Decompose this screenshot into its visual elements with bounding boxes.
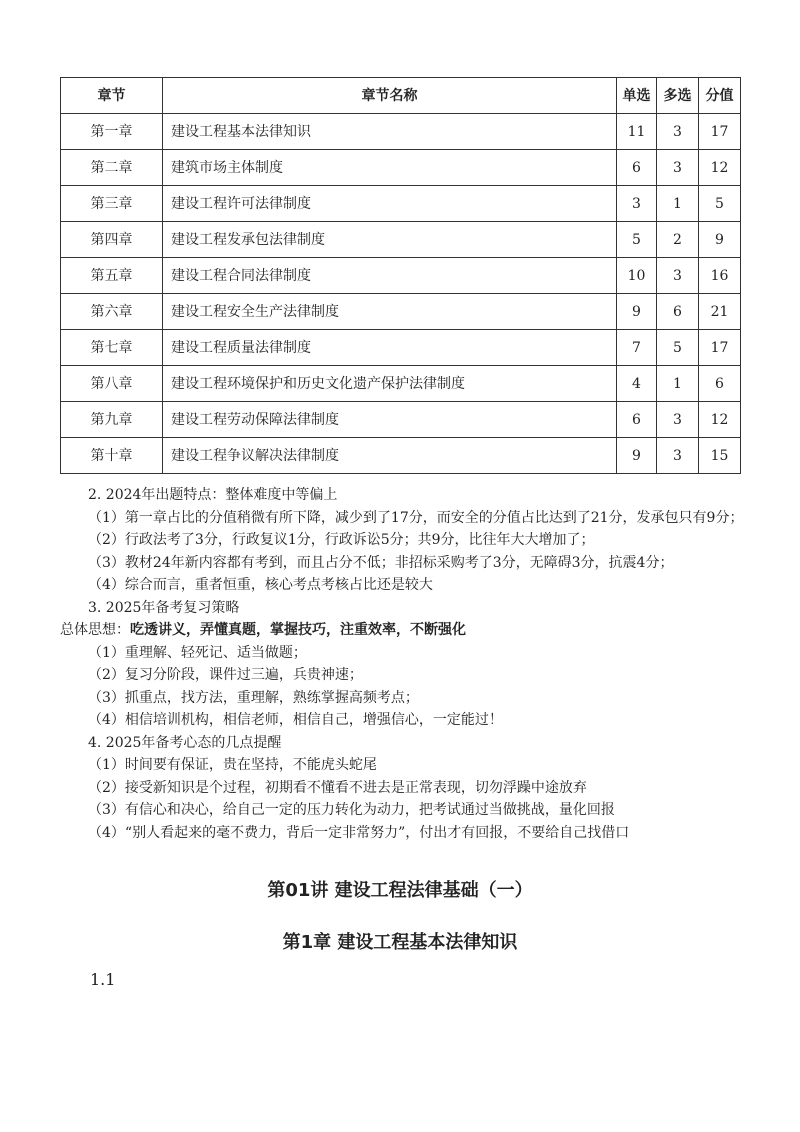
table-row [61, 402, 741, 438]
row-multi: 1 [657, 186, 699, 222]
row-multi: 3 [657, 402, 699, 438]
row-score: 17 [699, 330, 741, 366]
section-3-item: （3）抓重点，找方法，重理解，熟练掌握高频考点； [88, 689, 419, 706]
row-single: 3 [617, 186, 657, 222]
row-chapter: 第六章 [61, 294, 163, 330]
row-score: 9 [699, 222, 741, 258]
table-row [61, 330, 741, 366]
row-single: 9 [617, 438, 657, 474]
overall-thought [60, 619, 760, 642]
section-3-title: 3. 2025年备考复习策略 [88, 599, 240, 616]
section-2-title: 2. 2024年出题特点：整体难度中等偏上 [88, 487, 338, 503]
row-chapter: 第四章 [61, 222, 163, 258]
section-2-item: （1）第一章占比的分值稍微有所下降，减少到了17分，而安全的分值占比达到了21分，发承包只有9分； [88, 509, 744, 526]
row-score: 5 [699, 186, 741, 222]
section-4-item: （3）有信心和决心，给自己一定的压力转化为动力，把考试通过当做挑战，量化回报 [88, 802, 615, 818]
row-name: 建设工程发承包法律制度 [163, 222, 617, 258]
section-2-item: （3）教材24年新内容都有考到，而且占分不低；非招标采购考了3分，无障碍3分，抗震4分； [88, 554, 674, 571]
table-row [61, 222, 741, 258]
table-row [61, 294, 741, 330]
section-3-item: （2）复习分阶段，课件过三遍，兵贵神速； [88, 667, 363, 683]
table-row [61, 114, 741, 150]
row-chapter: 第三章 [61, 186, 163, 222]
section-4-title: 4. 2025年备考心态的几点提醒 [88, 734, 282, 751]
lecture-title: 第01讲 建设工程法律基础（一） [267, 880, 533, 901]
table-row [61, 366, 741, 402]
section-4-item: （4）“别人看起来的毫不费力，背后一定非常努力”，付出才有回报，不要给自己找借口 [88, 824, 630, 841]
row-name: 建设工程劳动保障法律制度 [163, 402, 617, 438]
row-chapter: 第七章 [61, 330, 163, 366]
row-multi: 1 [657, 366, 699, 402]
section-4-item: （2）接受新知识是个过程，初期看不懂看不进去是正常表现，切勿浮躁中途放弃 [88, 779, 587, 796]
header-score: 分值 [699, 78, 741, 114]
row-chapter: 第二章 [61, 150, 163, 186]
row-single: 6 [617, 150, 657, 186]
header-chapter-name: 章节名称 [163, 78, 617, 114]
header-single-choice: 单选 [617, 78, 657, 114]
row-score: 21 [699, 294, 741, 330]
row-multi: 5 [657, 330, 699, 366]
section-2-item: （2）行政法考了3分，行政复议1分，行政诉讼5分；共9分，比往年大大增加了； [88, 532, 595, 548]
row-single: 6 [617, 402, 657, 438]
subsection-number: 1.1 [90, 970, 116, 989]
table-row [61, 150, 741, 186]
row-score: 17 [699, 114, 741, 150]
header-chapter: 章节 [61, 78, 163, 114]
row-chapter: 第八章 [61, 366, 163, 402]
chapter-title: 第1章 建设工程基本法律知识 [282, 932, 518, 953]
exam-analysis-section [60, 484, 760, 844]
section-2-item: （4）综合而言，重者恒重，核心考点考核占比还是较大 [88, 577, 433, 593]
row-multi: 3 [657, 150, 699, 186]
table-row [61, 438, 741, 474]
header-multi-choice: 多选 [657, 78, 699, 114]
row-name: 建设工程争议解决法律制度 [163, 438, 617, 474]
row-score: 16 [699, 258, 741, 294]
row-multi: 6 [657, 294, 699, 330]
row-single: 9 [617, 294, 657, 330]
row-chapter: 第五章 [61, 258, 163, 294]
section-3-item: （4）相信培训机构，相信老师，相信自己，增强信心，一定能过！ [88, 712, 503, 728]
row-name: 建筑市场主体制度 [163, 150, 617, 186]
row-score: 6 [699, 366, 741, 402]
overall-thought-bold: 吃透讲义，弄懂真题，掌握技巧，注重效率，不断强化 [130, 622, 466, 638]
row-single: 10 [617, 258, 657, 294]
table-row [61, 186, 741, 222]
overall-thought-prefix: 总体思想： [60, 622, 130, 638]
row-score: 12 [699, 150, 741, 186]
row-score: 15 [699, 438, 741, 474]
row-name: 建设工程合同法律制度 [163, 258, 617, 294]
row-chapter: 第一章 [61, 114, 163, 150]
row-name: 建设工程许可法律制度 [163, 186, 617, 222]
table-row [61, 258, 741, 294]
section-4-item: （1）时间要有保证，贵在坚持，不能虎头蛇尾 [88, 757, 377, 773]
row-chapter: 第九章 [61, 402, 163, 438]
row-multi: 3 [657, 438, 699, 474]
table-header-row [61, 78, 741, 114]
row-single: 11 [617, 114, 657, 150]
row-multi: 2 [657, 222, 699, 258]
row-score: 12 [699, 402, 741, 438]
row-single: 5 [617, 222, 657, 258]
row-name: 建设工程基本法律知识 [163, 114, 617, 150]
row-single: 4 [617, 366, 657, 402]
row-name: 建设工程质量法律制度 [163, 330, 617, 366]
row-chapter: 第十章 [61, 438, 163, 474]
row-multi: 3 [657, 258, 699, 294]
score-distribution-table [60, 77, 741, 474]
row-single: 7 [617, 330, 657, 366]
section-3-item: （1）重理解、轻死记、适当做题； [88, 644, 307, 661]
row-name: 建设工程安全生产法律制度 [163, 294, 617, 330]
row-multi: 3 [657, 114, 699, 150]
row-name: 建设工程环境保护和历史文化遗产保护法律制度 [163, 366, 617, 402]
